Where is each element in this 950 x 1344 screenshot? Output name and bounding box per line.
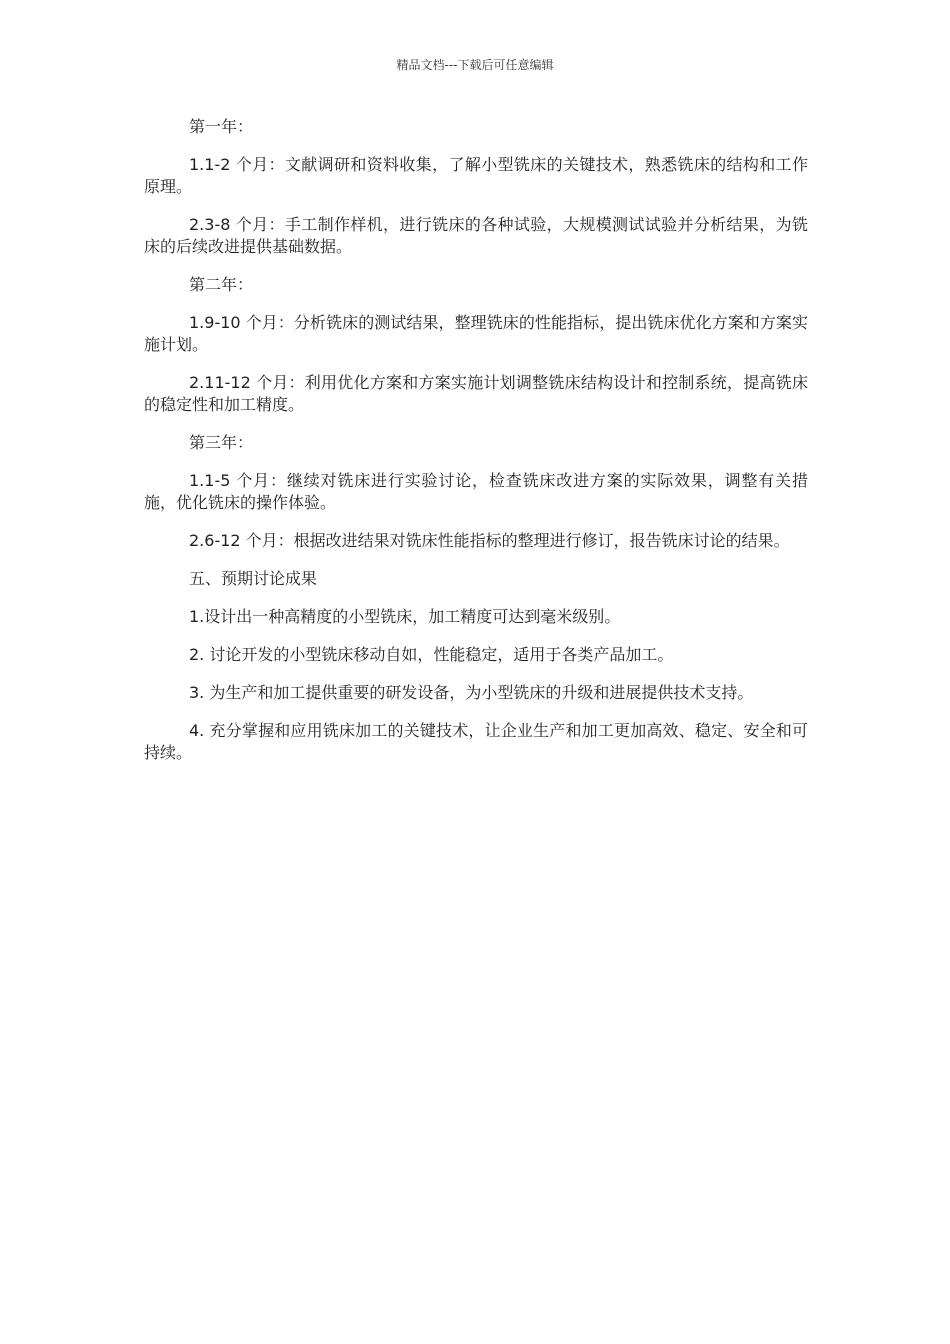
result-item-3: 3. 为生产和加工提供重要的研发设备，为小型铣床的升级和进展提供技术支持。 [189, 683, 754, 702]
page-header: 精品文档---下载后可任意编辑 [396, 58, 554, 72]
paragraph-year-two-item-2: 2.11-12 个月：利用优化方案和方案实施计划调整铣床结构设计和控制系统，提高铣床的稳定性和加工精度。 [144, 373, 808, 414]
result-item-2: 2. 讨论开发的小型铣床移动自如，性能稳定，适用于各类产品加工。 [189, 645, 674, 664]
paragraph-year-two-item-1: 1.9-10 个月：分析铣床的测试结果，整理铣床的性能指标，提出铣床优化方案和方案实施计划。 [144, 313, 808, 354]
paragraph-year-three-item-1: 1.1-5 个月：继续对铣床进行实验讨论，检查铣床改进方案的实际效果，调整有关措施，优化铣床的操作体验。 [144, 471, 808, 512]
result-item-4: 4. 充分掌握和应用铣床加工的关键技术，让企业生产和加工更加高效、稳定、安全和可持续。 [144, 721, 808, 762]
paragraph-year-one-item-2: 2.3-8 个月：手工制作样机，进行铣床的各种试验，大规模测试试验并分析结果，为铣床的后续改进提供基础数据。 [144, 215, 808, 256]
result-item-1: 1.设计出一种高精度的小型铣床，加工精度可达到毫米级别。 [189, 607, 621, 626]
heading-year-three: 第三年： [189, 433, 254, 452]
section-heading-expected-results: 五、预期讨论成果 [189, 569, 318, 588]
heading-year-two: 第二年： [189, 275, 254, 294]
document-body [144, 116, 808, 780]
heading-year-one: 第一年： [189, 117, 254, 136]
paragraph-year-one-item-1: 1.1-2 个月：文献调研和资料收集，了解小型铣床的关键技术，熟悉铣床的结构和工作原理。 [144, 155, 808, 196]
paragraph-year-three-item-2: 2.6-12 个月：根据改进结果对铣床性能指标的整理进行修订，报告铣床讨论的结果。 [189, 531, 790, 550]
